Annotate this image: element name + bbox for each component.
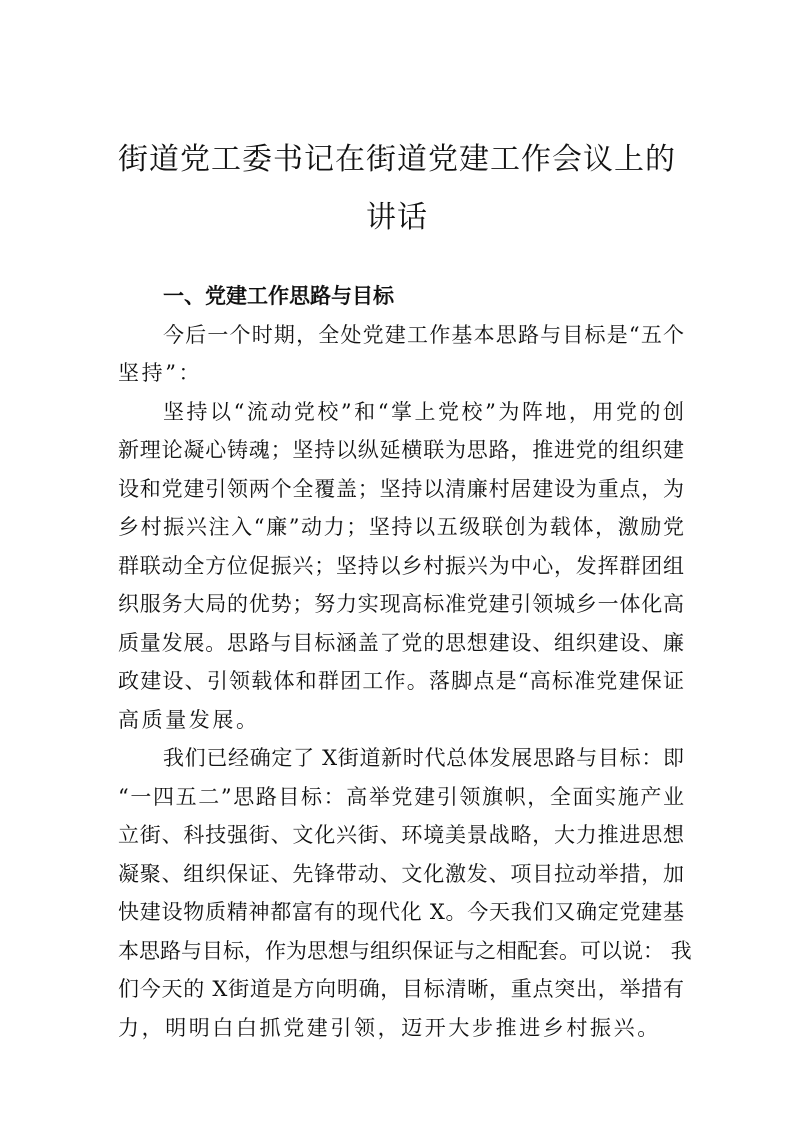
paragraph-line: 新理论凝心铸魂；坚持以纵延横联为思路，推进党的组织建 (118, 438, 684, 462)
paragraph (118, 739, 692, 1047)
document-title-line-2: 讲话 (366, 200, 428, 235)
document-body (118, 277, 692, 1047)
paragraph-line: 质量发展。思路与目标涵盖了党的思想建设、组织建设、廉 (118, 630, 684, 655)
paragraph-line: 坚持以“流动党校”和“掌上党校”为阵地，用党的创 (163, 399, 684, 424)
paragraph (118, 316, 684, 393)
paragraph-line: 政建设、引领载体和群团工作。落脚点是“高标准党建保证 (118, 669, 684, 693)
paragraph-line: 今后一个时期，全处党建工作基本思路与目标是“五个 (163, 322, 684, 347)
paragraph (118, 393, 684, 740)
paragraph-line: 高质量发展。 (118, 707, 260, 732)
paragraph-line: 设和党建引领两个全覆盖；坚持以清廉村居建设为重点，为 (118, 476, 684, 501)
paragraph-line: 凝聚、组织保证、先锋带动、文化激发、项目拉动举措，加 (118, 861, 684, 886)
section-heading: 一、党建工作思路与目标 (163, 284, 394, 308)
paragraph-line: 力，明明白白抓党建引领，迈开大步推进乡村振兴。 (118, 1015, 661, 1040)
paragraph-line: 坚持”： (118, 361, 203, 385)
paragraph-line: “一四五二”思路目标：高举党建引领旗帜，全面实施产业 (118, 784, 684, 809)
paragraph-line: 群联动全方位促振兴；坚持以乡村振兴为中心，发挥群团组 (118, 553, 684, 578)
paragraph-line: 快建设物质精神都富有的现代化 X。今天我们又确定党建基 (118, 900, 684, 924)
paragraph-line: 乡村振兴注入“廉”动力；坚持以五级联创为载体，激励党 (118, 515, 684, 539)
paragraph-line: 本思路与目标，作为思想与组织保证与之相配套。可以说： 我 (118, 938, 692, 963)
paragraph-line: 织服务大局的优势；努力实现高标准党建引领城乡一体化高 (118, 592, 684, 616)
document-title-line-1: 街道党工委书记在街道党建工作会议上的 (118, 142, 676, 177)
paragraph-line: 我们已经确定了 X街道新时代总体发展思路与目标：即 (163, 746, 684, 770)
paragraph-line: 立街、科技强街、文化兴街、环境美景战略，大力推进思想 (118, 823, 684, 847)
paragraph-line: 们今天的 X街道是方向明确，目标清晰，重点突出，举措有 (118, 977, 684, 1001)
